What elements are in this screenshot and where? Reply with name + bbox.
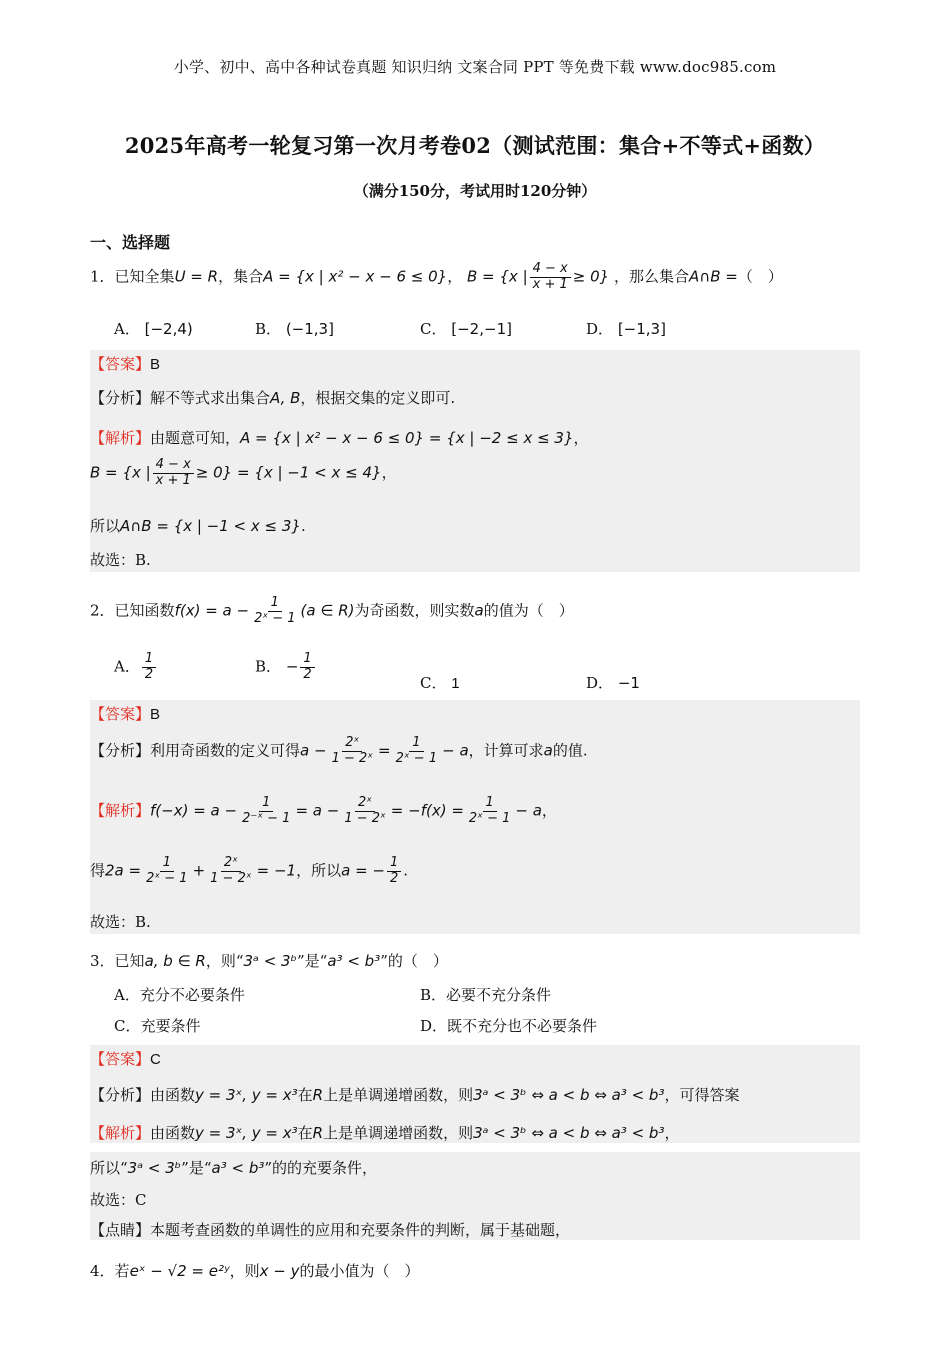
answer-line: 【答案】C (90, 1050, 161, 1068)
analysis-line: 【分析】利用奇函数的定义可得a − $\frac{\text{2ˣ}}{\text{1 − 2ˣ}}$ = $\frac{1}{\text{2ˣ − 1}}$ − a，计算可求a的值. (90, 735, 588, 766)
option-d: D． −1 (586, 674, 640, 692)
option-a: A． [−2,4) (114, 320, 193, 338)
answer-line: 【答案】B (90, 705, 161, 723)
answer-line: 【答案】B (90, 355, 161, 373)
exam-title: 2025年高考一轮复习第一次月考卷02（测试范围：集合+不等式+函数） (124, 133, 826, 158)
explanation-intersection: 所以A∩B = {x | −1 < x ≤ 3}. (90, 517, 306, 535)
choose-line: 故选：C (90, 1191, 147, 1209)
solution-3 (90, 1045, 860, 1143)
option-b: B． (−1,3] (255, 320, 334, 338)
explanation-set-b: B = {x | $\frac{4 - x}{x + 1}$ ≥ 0} = {x | −1 < x ≤ 4}， (90, 457, 397, 488)
option-d: D．既不充分也不必要条件 (420, 1017, 598, 1035)
option-c: C． 1 (420, 674, 460, 692)
explanation-line: 【解析】由题意可知，A = {x | x² − x − 6 ≤ 0} = {x | −2 ≤ x ≤ 3}， (90, 429, 589, 447)
explanation-line: 【解析】由函数y = 3ˣ, y = x³在R上是单调递增函数，则3ᵃ < 3ᵇ ⇔ a < b ⇔ a³ < b³， (90, 1124, 680, 1142)
page-header: 小学、初中、高中各种试卷真题 知识归纳 文案合同 PPT 等免费下载 www.doc985.com (173, 58, 777, 76)
choose-line: 故选：B. (90, 913, 151, 931)
option-d: D． [−1,3] (586, 320, 666, 338)
explanation-result: 得2a = $\frac{1}{\text{2ˣ − 1}}$ + $\frac{\text{2ˣ}}{\text{1 − 2ˣ}}$ = −1，所以a = − $\frac{1}{2}$ . (90, 855, 409, 886)
option-a: A．充分不必要条件 (114, 986, 245, 1004)
option-b: B．必要不充分条件 (420, 986, 552, 1004)
choose-line: 故选：B. (90, 551, 151, 569)
conclusion-line: 所以“3ᵃ < 3ᵇ”是“a³ < b³”的的充要条件， (90, 1159, 378, 1177)
option-a: A． $\frac{1}{2}$ (114, 652, 158, 683)
option-b: B． − $\frac{1}{2}$ (255, 652, 317, 683)
option-c: C．充要条件 (114, 1017, 201, 1035)
question-1: 1．已知全集U = R，集合A = {x | x² − x − 6 ≤ 0}， B = {x | $\frac{4 - x}{x + 1}$ ≥ 0} ，那么集合A∩B =（ ） (90, 261, 783, 292)
section-heading: 一、选择题 (90, 233, 171, 252)
solution-2 (90, 700, 860, 934)
option-c: C． [−2,−1] (420, 320, 512, 338)
analysis-line: 【分析】由函数y = 3ˣ, y = x³在R上是单调递增函数，则3ᵃ < 3ᵇ ⇔ a < b ⇔ a³ < b³，可得答案 (90, 1086, 740, 1104)
question-4: 4．若eˣ − √2 = e²ʸ，则x − y的最小值为（ ） (90, 1262, 420, 1280)
solution-1 (90, 350, 860, 572)
question-2: 2．已知函数f(x) = a − $\frac{1}{\text{2ˣ − 1}}$ (a ∈ R)为奇函数，则实数a的值为（ ） (90, 595, 574, 626)
comment-line: 【点睛】本题考查函数的单调性的应用和充要条件的判断，属于基础题， (90, 1221, 571, 1239)
analysis-line: 【分析】解不等式求出集合A, B，根据交集的定义即可. (90, 389, 456, 407)
solution-3-continued (90, 1152, 860, 1240)
question-3: 3．已知a, b ∈ R，则“3ᵃ < 3ᵇ”是“a³ < b³”的（ ） (90, 952, 448, 970)
exam-subtitle: （满分150分，考试用时120分钟） (353, 182, 597, 200)
explanation-line: 【解析】f(−x) = a − $\frac{1}{\text{2⁻ˣ − 1}}$ = a − $\frac{\text{2ˣ}}{\text{1 − 2ˣ}}$ = −f(x) = $\frac{1}{\text{2ˣ − 1}}$ − a， (90, 795, 557, 826)
